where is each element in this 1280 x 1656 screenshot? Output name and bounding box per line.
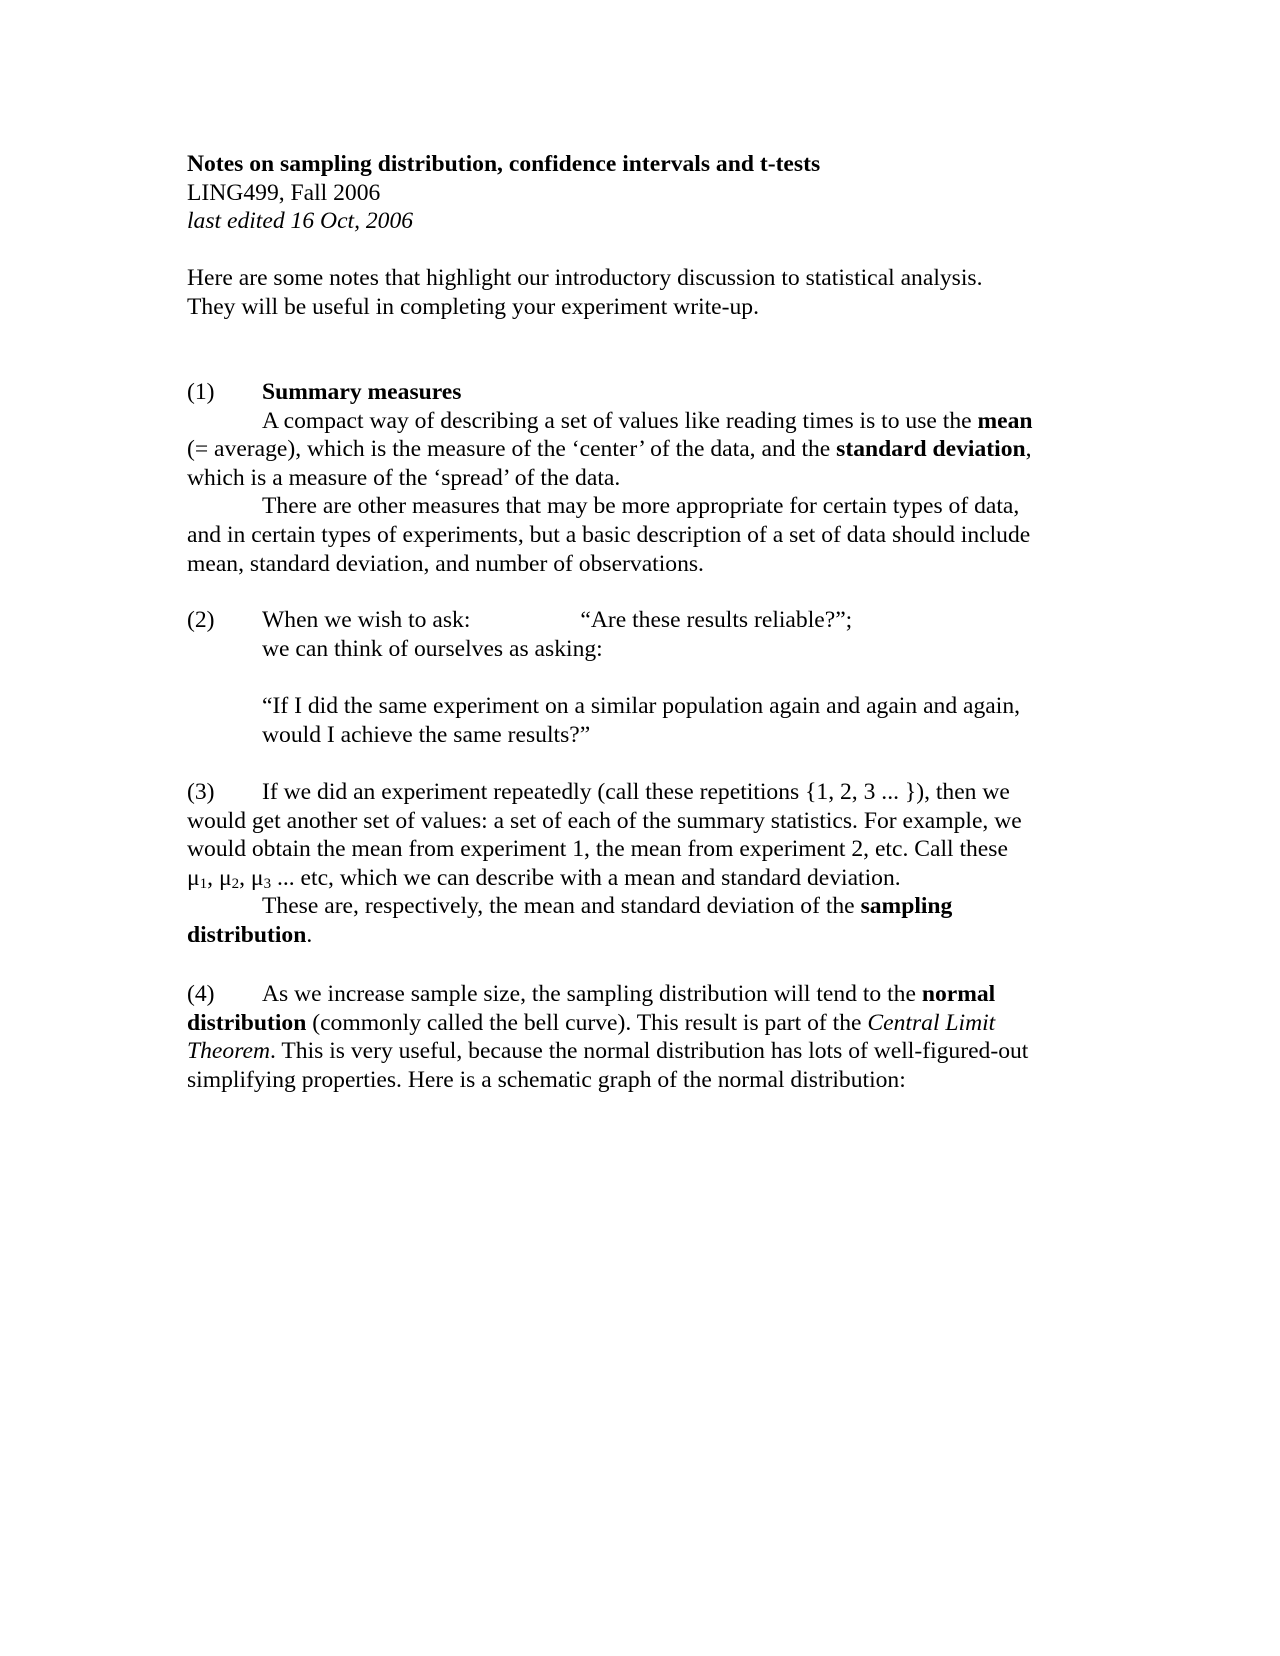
section-number: (2) bbox=[187, 607, 215, 633]
section-1 bbox=[187, 378, 1087, 578]
section-heading: Summary measures bbox=[262, 379, 462, 405]
term-mean: mean bbox=[977, 407, 1033, 434]
text-line: mean, standard deviation, and number of observations. bbox=[187, 550, 704, 577]
text-line: and in certain types of experiments, but a basic description of a set of data should include bbox=[187, 521, 1031, 548]
text-run: As we increase sample size, the sampling distribution will tend to the bbox=[262, 981, 922, 1007]
document-title: Notes on sampling distribution, confidence intervals and t-tests bbox=[187, 151, 821, 177]
term-distribution: distribution bbox=[187, 1009, 307, 1036]
course-line: LING499, Fall 2006 bbox=[187, 179, 381, 206]
term-sampling: sampling bbox=[860, 893, 953, 920]
section-number: (1) bbox=[187, 379, 215, 405]
text-run: These are, respectively, the mean and standard deviation of the bbox=[262, 893, 861, 920]
section-2 bbox=[187, 606, 1087, 663]
intro-paragraph bbox=[187, 264, 1087, 321]
text-run: If we did an experiment repeatedly (call these repetitions {1, 2, 3 ... }), then we bbox=[262, 779, 1010, 805]
text-run: , bbox=[1025, 436, 1032, 463]
text-line: “If I did the same experiment on a similar population again and again and again, bbox=[262, 693, 1021, 719]
text-run: . This is very useful, because the normal distribution has lots of well-figured-out bbox=[270, 1038, 1029, 1065]
section-number: (3) bbox=[187, 779, 215, 805]
term-distribution: distribution bbox=[187, 921, 307, 948]
intro-line: Here are some notes that highlight our introductory discussion to statistical analysis. bbox=[187, 265, 983, 291]
intro-line: They will be useful in completing your experiment write-up. bbox=[187, 293, 759, 320]
text-line: we can think of ourselves as asking: bbox=[262, 635, 603, 662]
text-line: There are other measures that may be more appropriate for certain types of data, bbox=[262, 493, 1020, 520]
edited-date: last edited 16 Oct, 2006 bbox=[187, 208, 414, 235]
text-line: would get another set of values: a set of each of the summary statistics. For example, we bbox=[187, 807, 1022, 834]
text-line: would I achieve the same results?” bbox=[262, 721, 591, 748]
term-central-limit: Central Limit bbox=[867, 1009, 996, 1036]
text-line: which is a measure of the ‘spread’ of the data. bbox=[187, 464, 621, 491]
text-run: (= average), which is the measure of the ‘center’ of the data, and the bbox=[187, 436, 837, 463]
section-2-quote bbox=[187, 692, 1087, 749]
term-normal: normal bbox=[921, 981, 996, 1007]
mu-symbols-line: $\mu_1$, $\mu_2$, $\mu_3$ ... etc, which we can describe with a mean and standard deviation. bbox=[187, 864, 901, 892]
text-run: A compact way of describing a set of values like reading times is to use the bbox=[262, 407, 978, 434]
section-4 bbox=[187, 980, 1087, 1094]
section-number: (4) bbox=[187, 981, 215, 1007]
text-line: would obtain the mean from experiment 1, the mean from experiment 2, etc. Call these bbox=[187, 836, 1008, 863]
text-run: When we wish to ask: bbox=[262, 607, 471, 633]
section-3: (3) If we did an experiment repeatedly (call these repetitions {1, 2, 3 ... }), then we would get another set of values: a set of each of the summary statistics. For example, we would obtain the mean from experiment 1, the mean from experiment 2, etc. Call these $\mu_1$, $\mu_2$, $\mu_3$ ... etc, which we can describe with a mean and standard deviation. These are, respectively, the mean and standard deviation of the sampling distribution. bbox=[187, 778, 1087, 950]
document-header bbox=[187, 150, 1087, 236]
quoted-question: “Are these results reliable?”; bbox=[580, 607, 853, 633]
text-line: simplifying properties. Here is a schematic graph of the normal distribution: bbox=[187, 1066, 906, 1093]
term-theorem: Theorem bbox=[187, 1038, 271, 1065]
text-run: (commonly called the bell curve). This result is part of the bbox=[306, 1009, 868, 1036]
term-standard-deviation: standard deviation bbox=[836, 436, 1026, 463]
